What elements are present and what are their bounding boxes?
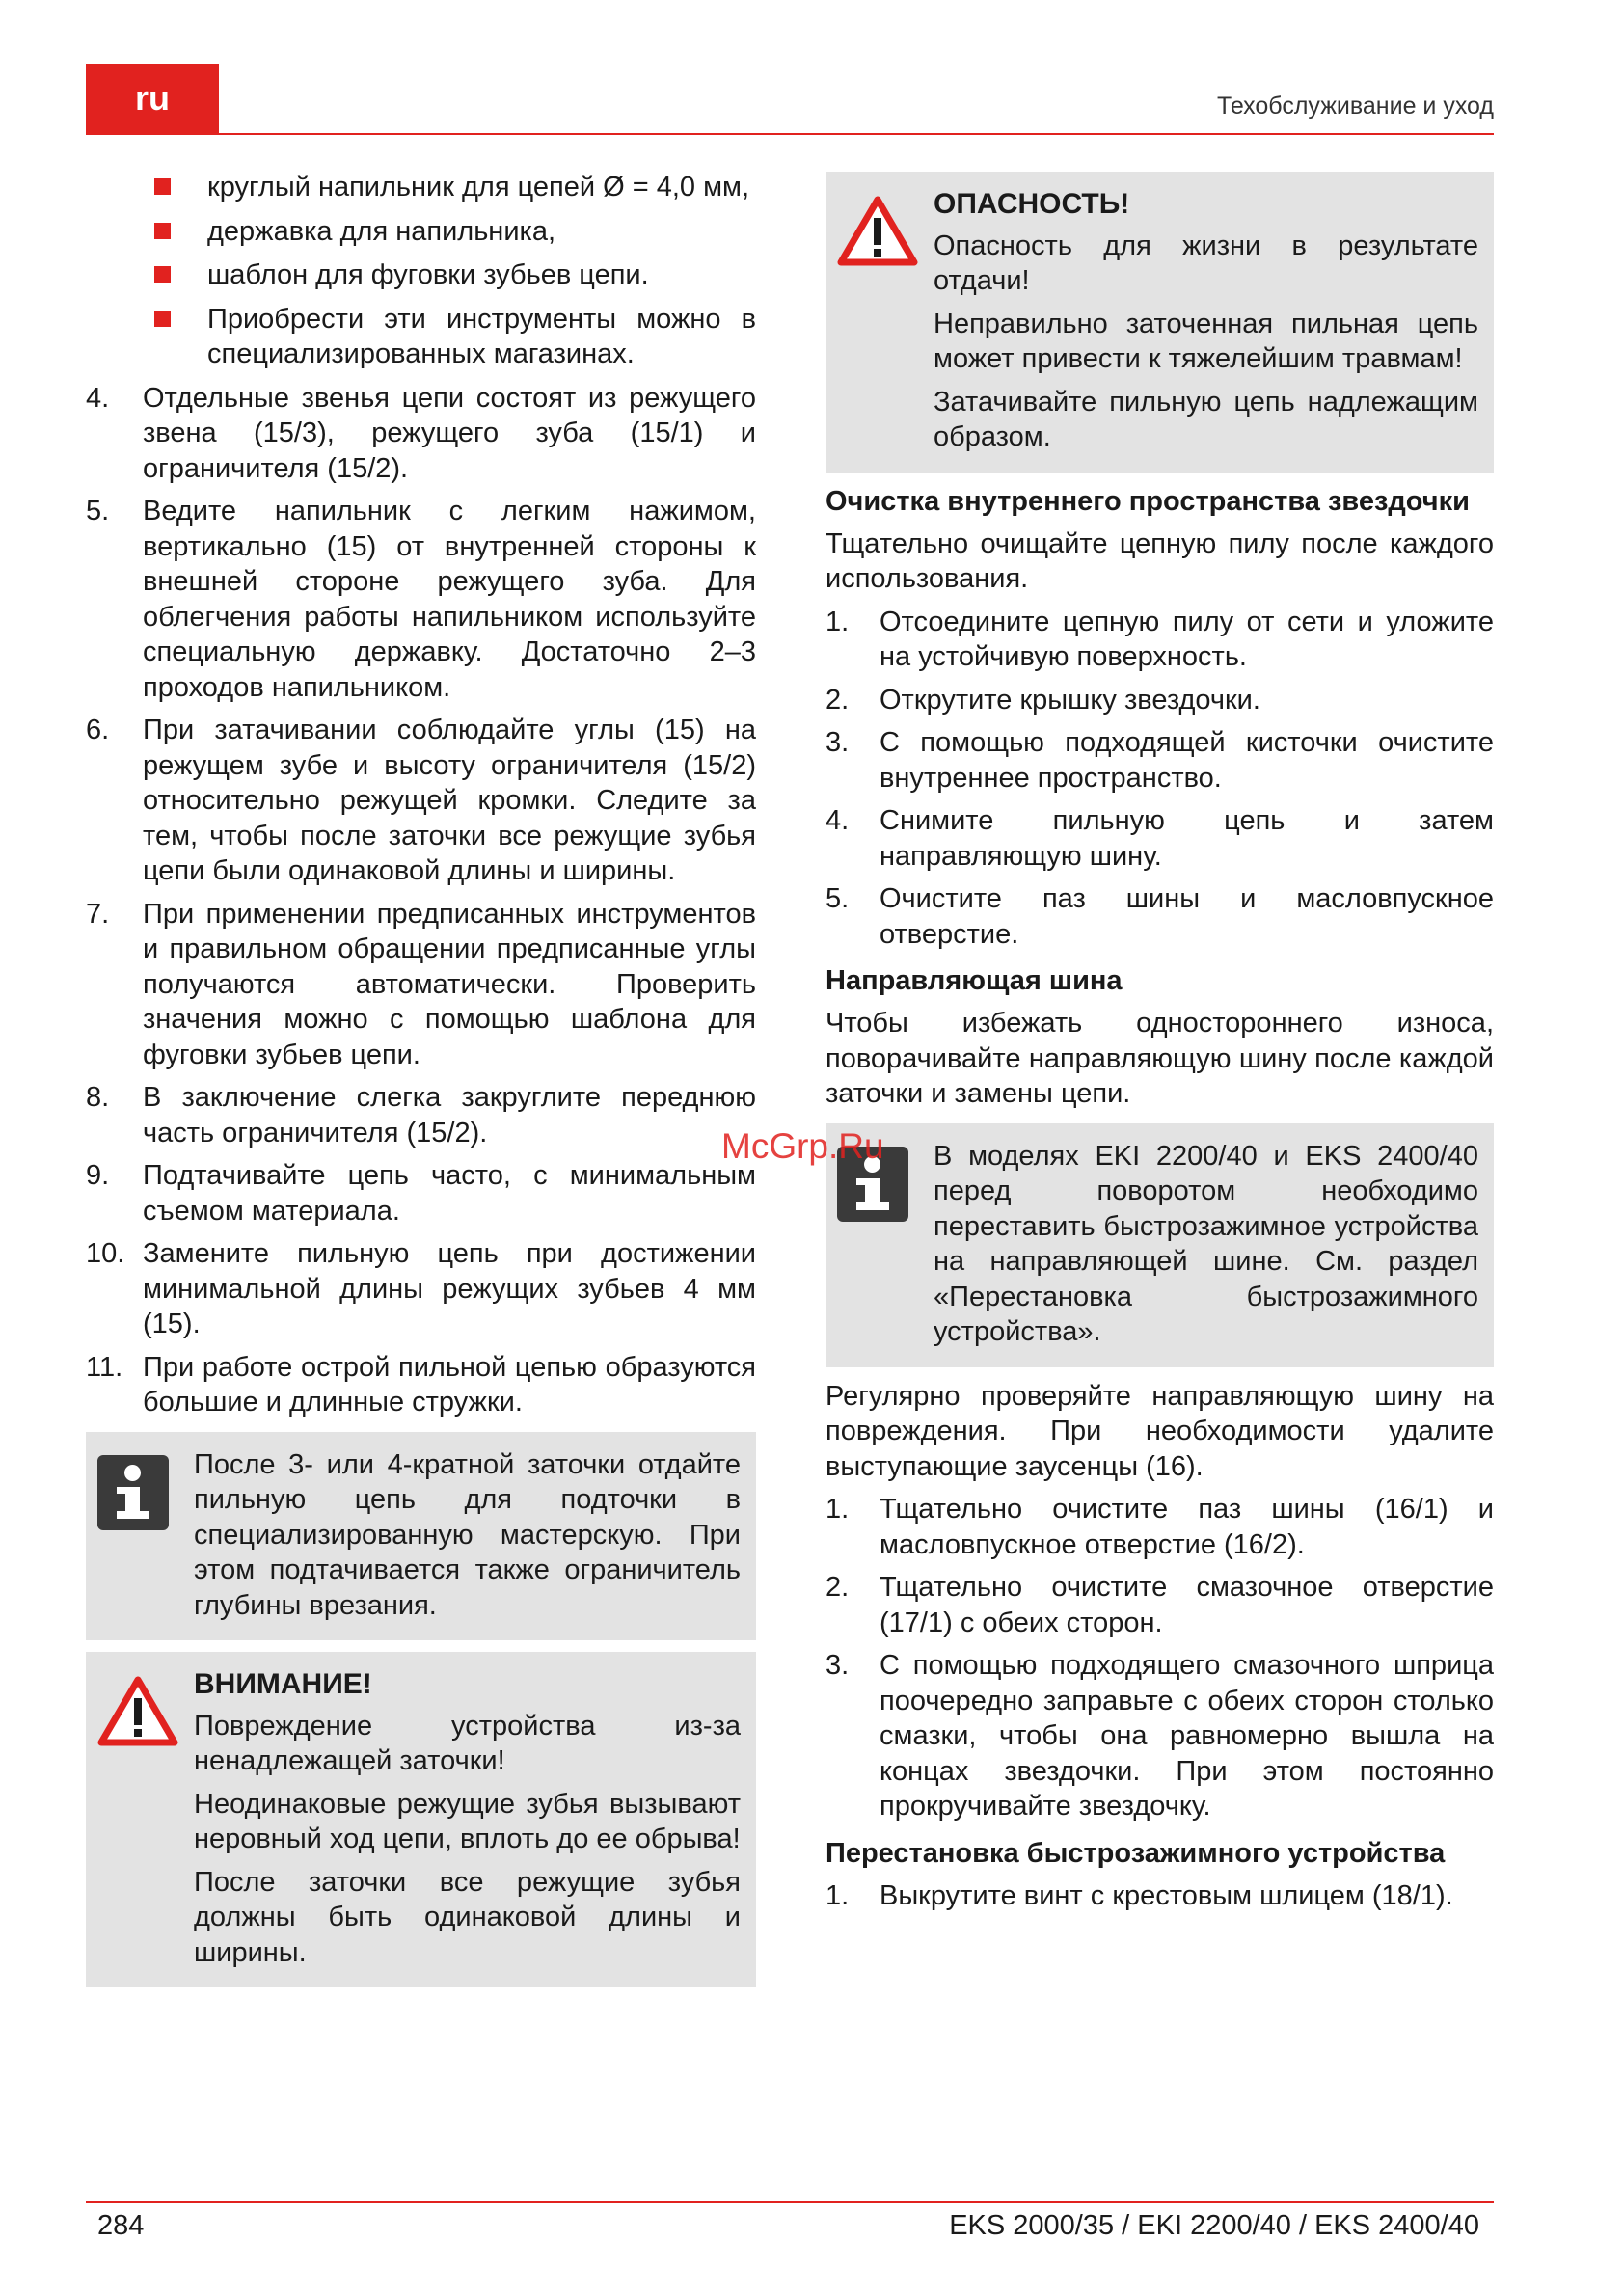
step-text: Снимите пильную цепь и затем направляющую шину. xyxy=(880,805,1494,872)
caution-title: ВНИМАНИЕ! xyxy=(194,1668,372,1700)
step-number: 3. xyxy=(826,1650,850,1681)
section-heading: Очистка внутреннего пространства звездочки xyxy=(826,485,1470,517)
info-text: В моделях EKI 2200/40 и EKS 2400/40 перед поворотом необходимо переставить быстрозажимное устройства на направляющей шине. См. раздел «Перестановка быстрозажимного устройства». xyxy=(934,1140,1478,1347)
list-item xyxy=(86,897,756,1073)
list-item xyxy=(826,803,1494,874)
caution-text: Повреждение устройства из-за ненадлежащей заточки! xyxy=(194,1710,741,1776)
caution-box xyxy=(86,1652,756,1987)
header-rule xyxy=(86,133,1494,135)
step-number: 5. xyxy=(86,496,110,527)
paragraph: Регулярно проверяйте направляющую шину на повреждения. При необходимости удалите выступающие заусенцы (16). xyxy=(826,1380,1494,1482)
info-text: После 3- или 4-кратной заточки отдайте пильную цепь для подточки в специализированную мастерскую. При этом подтачивается также ограничитель глубины врезания. xyxy=(194,1448,741,1621)
model-names: EKS 2000/35 / EKI 2200/40 / EKS 2400/40 xyxy=(949,2210,1479,2241)
sharpening-steps xyxy=(86,381,756,1420)
step-number: 9. xyxy=(86,1160,110,1191)
footer-rule xyxy=(86,2201,1494,2203)
list-item: державка для напильника, xyxy=(86,214,756,250)
bar-steps xyxy=(826,1492,1494,1824)
step-text: Очистите паз шины и масловпускное отверстие. xyxy=(880,883,1494,950)
step-text: Подтачивайте цепь часто, с минимальным съемом материала. xyxy=(143,1160,756,1227)
caution-text: После заточки все режущие зубья должны быть одинаковой длины и ширины. xyxy=(194,1866,741,1968)
step-text: Открутите крышку звездочки. xyxy=(880,684,1260,716)
step-text: Ведите напильник с легким нажимом, вертикально (15) от внутренней стороны к внешней стороне режущего зуба. Для облегчения работы напильником используйте специальную державку. Достаточно 2–3 проходов напильником. xyxy=(143,496,756,703)
danger-text: Затачивайте пильную цепь надлежащим образом. xyxy=(934,386,1478,452)
paragraph: Чтобы избежать одностороннего износа, поворачивайте направляющую шину после каждой заточки и замены цепи. xyxy=(826,1008,1494,1109)
warning-icon xyxy=(97,1675,178,1746)
step-number: 6. xyxy=(86,715,110,745)
list-item: шаблон для фуговки зубьев цепи. xyxy=(86,257,756,293)
step-text: С помощью подходящей кисточки очистите внутреннее пространство. xyxy=(880,727,1494,794)
step-number: 11. xyxy=(86,1351,123,1383)
step-number: 1. xyxy=(826,1879,850,1911)
page-number: 284 xyxy=(97,2210,145,2241)
step-number: 8. xyxy=(86,1082,110,1113)
list-item xyxy=(86,1236,756,1342)
list-item xyxy=(826,725,1494,796)
list-item: Приобрести эти инструменты можно в специализированных магазинах. xyxy=(86,302,756,372)
step-text: При работе острой пильной цепью образуются большие и длинные стружки. xyxy=(143,1351,756,1418)
list-item xyxy=(826,881,1494,952)
info-box xyxy=(826,1123,1494,1367)
step-number: 10. xyxy=(86,1238,125,1269)
list-item xyxy=(826,1492,1494,1562)
step-number: 4. xyxy=(826,805,850,836)
list-item xyxy=(826,605,1494,675)
paragraph: Тщательно очищайте цепную пилу после каждого использования. xyxy=(826,527,1494,594)
step-number: 7. xyxy=(86,898,110,930)
info-box xyxy=(86,1432,756,1641)
list-item xyxy=(86,1350,756,1420)
list-item xyxy=(86,1080,756,1150)
language-tab: ru xyxy=(86,64,219,133)
list-item xyxy=(86,713,756,889)
step-number: 1. xyxy=(826,606,850,637)
step-text: Замените пильную цепь при достижении минимальной длины режущих зубьев 4 мм (15). xyxy=(143,1238,756,1339)
list-item xyxy=(826,683,1494,718)
step-text: Отсоедините цепную пилу от сети и уложите на устойчивую поверхность. xyxy=(880,606,1494,672)
danger-text: Опасность для жизни в результате отдачи! xyxy=(934,230,1478,296)
step-text: Тщательно очистите паз шины (16/1) и масловпускное отверстие (16/2). xyxy=(880,1494,1494,1560)
step-number: 2. xyxy=(826,684,850,716)
section-heading: Перестановка быстрозажимного устройства xyxy=(826,1837,1446,1869)
step-number: 1. xyxy=(826,1494,850,1525)
list-item xyxy=(86,494,756,705)
step-text: При затачивании соблюдайте углы (15) на режущем зубе и высоту ограничителя (15/2) относительно режущей кромки. Следите за тем, чтобы после заточки все режущие зубья цепи были одинаковой длины и ширины. xyxy=(143,715,756,886)
step-text: В заключение слегка закруглите переднюю часть ограничителя (15/2). xyxy=(143,1082,756,1148)
step-text: Тщательно очистите смазочное отверстие (17/1) с обеих сторон. xyxy=(880,1572,1494,1638)
cleaning-steps xyxy=(826,605,1494,953)
list-item xyxy=(86,381,756,487)
step-text: При применении предписанных инструментов и правильном обращении предписанные углы получаются автоматически. Проверить значения можно с помощью шаблона для фуговки зубьев цепи. xyxy=(143,898,756,1070)
list-item: круглый напильник для цепей Ø = 4,0 мм, xyxy=(86,170,756,205)
step-text: С помощью подходящего смазочного шприца поочередно заправьте с обеих сторон столько смазки, чтобы она равномерно вышла на концах звездочки. При этом постоянно прокручивайте звездочку. xyxy=(880,1650,1494,1822)
list-item xyxy=(826,1570,1494,1640)
section-heading: Направляющая шина xyxy=(826,965,1123,996)
step-text: Отдельные звенья цепи состоят из режущего звена (15/3), режущего зуба (15/1) и ограничителя (15/2). xyxy=(143,382,756,484)
right-column xyxy=(826,170,1494,1921)
watermark: McGrp.Ru xyxy=(721,1126,884,1166)
warning-icon xyxy=(837,195,918,266)
list-item xyxy=(826,1648,1494,1824)
section-title: Техобслуживание и уход xyxy=(1216,93,1494,120)
tools-list xyxy=(86,170,756,372)
list-item xyxy=(826,1878,1494,1914)
danger-text: Неправильно заточенная пильная цепь может привести к тяжелейшим травмам! xyxy=(934,308,1478,374)
list-item xyxy=(86,1158,756,1229)
step-number: 4. xyxy=(86,382,110,414)
step-number: 3. xyxy=(826,727,850,758)
danger-title: ОПАСНОСТЬ! xyxy=(934,188,1130,220)
caution-text: Неодинаковые режущие зубья вызывают неровный ход цепи, вплоть до ее обрыва! xyxy=(194,1788,741,1854)
step-text: Выкрутите винт с крестовым шлицем (18/1). xyxy=(880,1879,1453,1911)
danger-box xyxy=(826,172,1494,473)
left-column xyxy=(86,170,756,1999)
info-icon xyxy=(97,1455,169,1530)
clamp-steps xyxy=(826,1878,1494,1914)
step-number: 2. xyxy=(826,1572,850,1603)
step-number: 5. xyxy=(826,883,850,914)
